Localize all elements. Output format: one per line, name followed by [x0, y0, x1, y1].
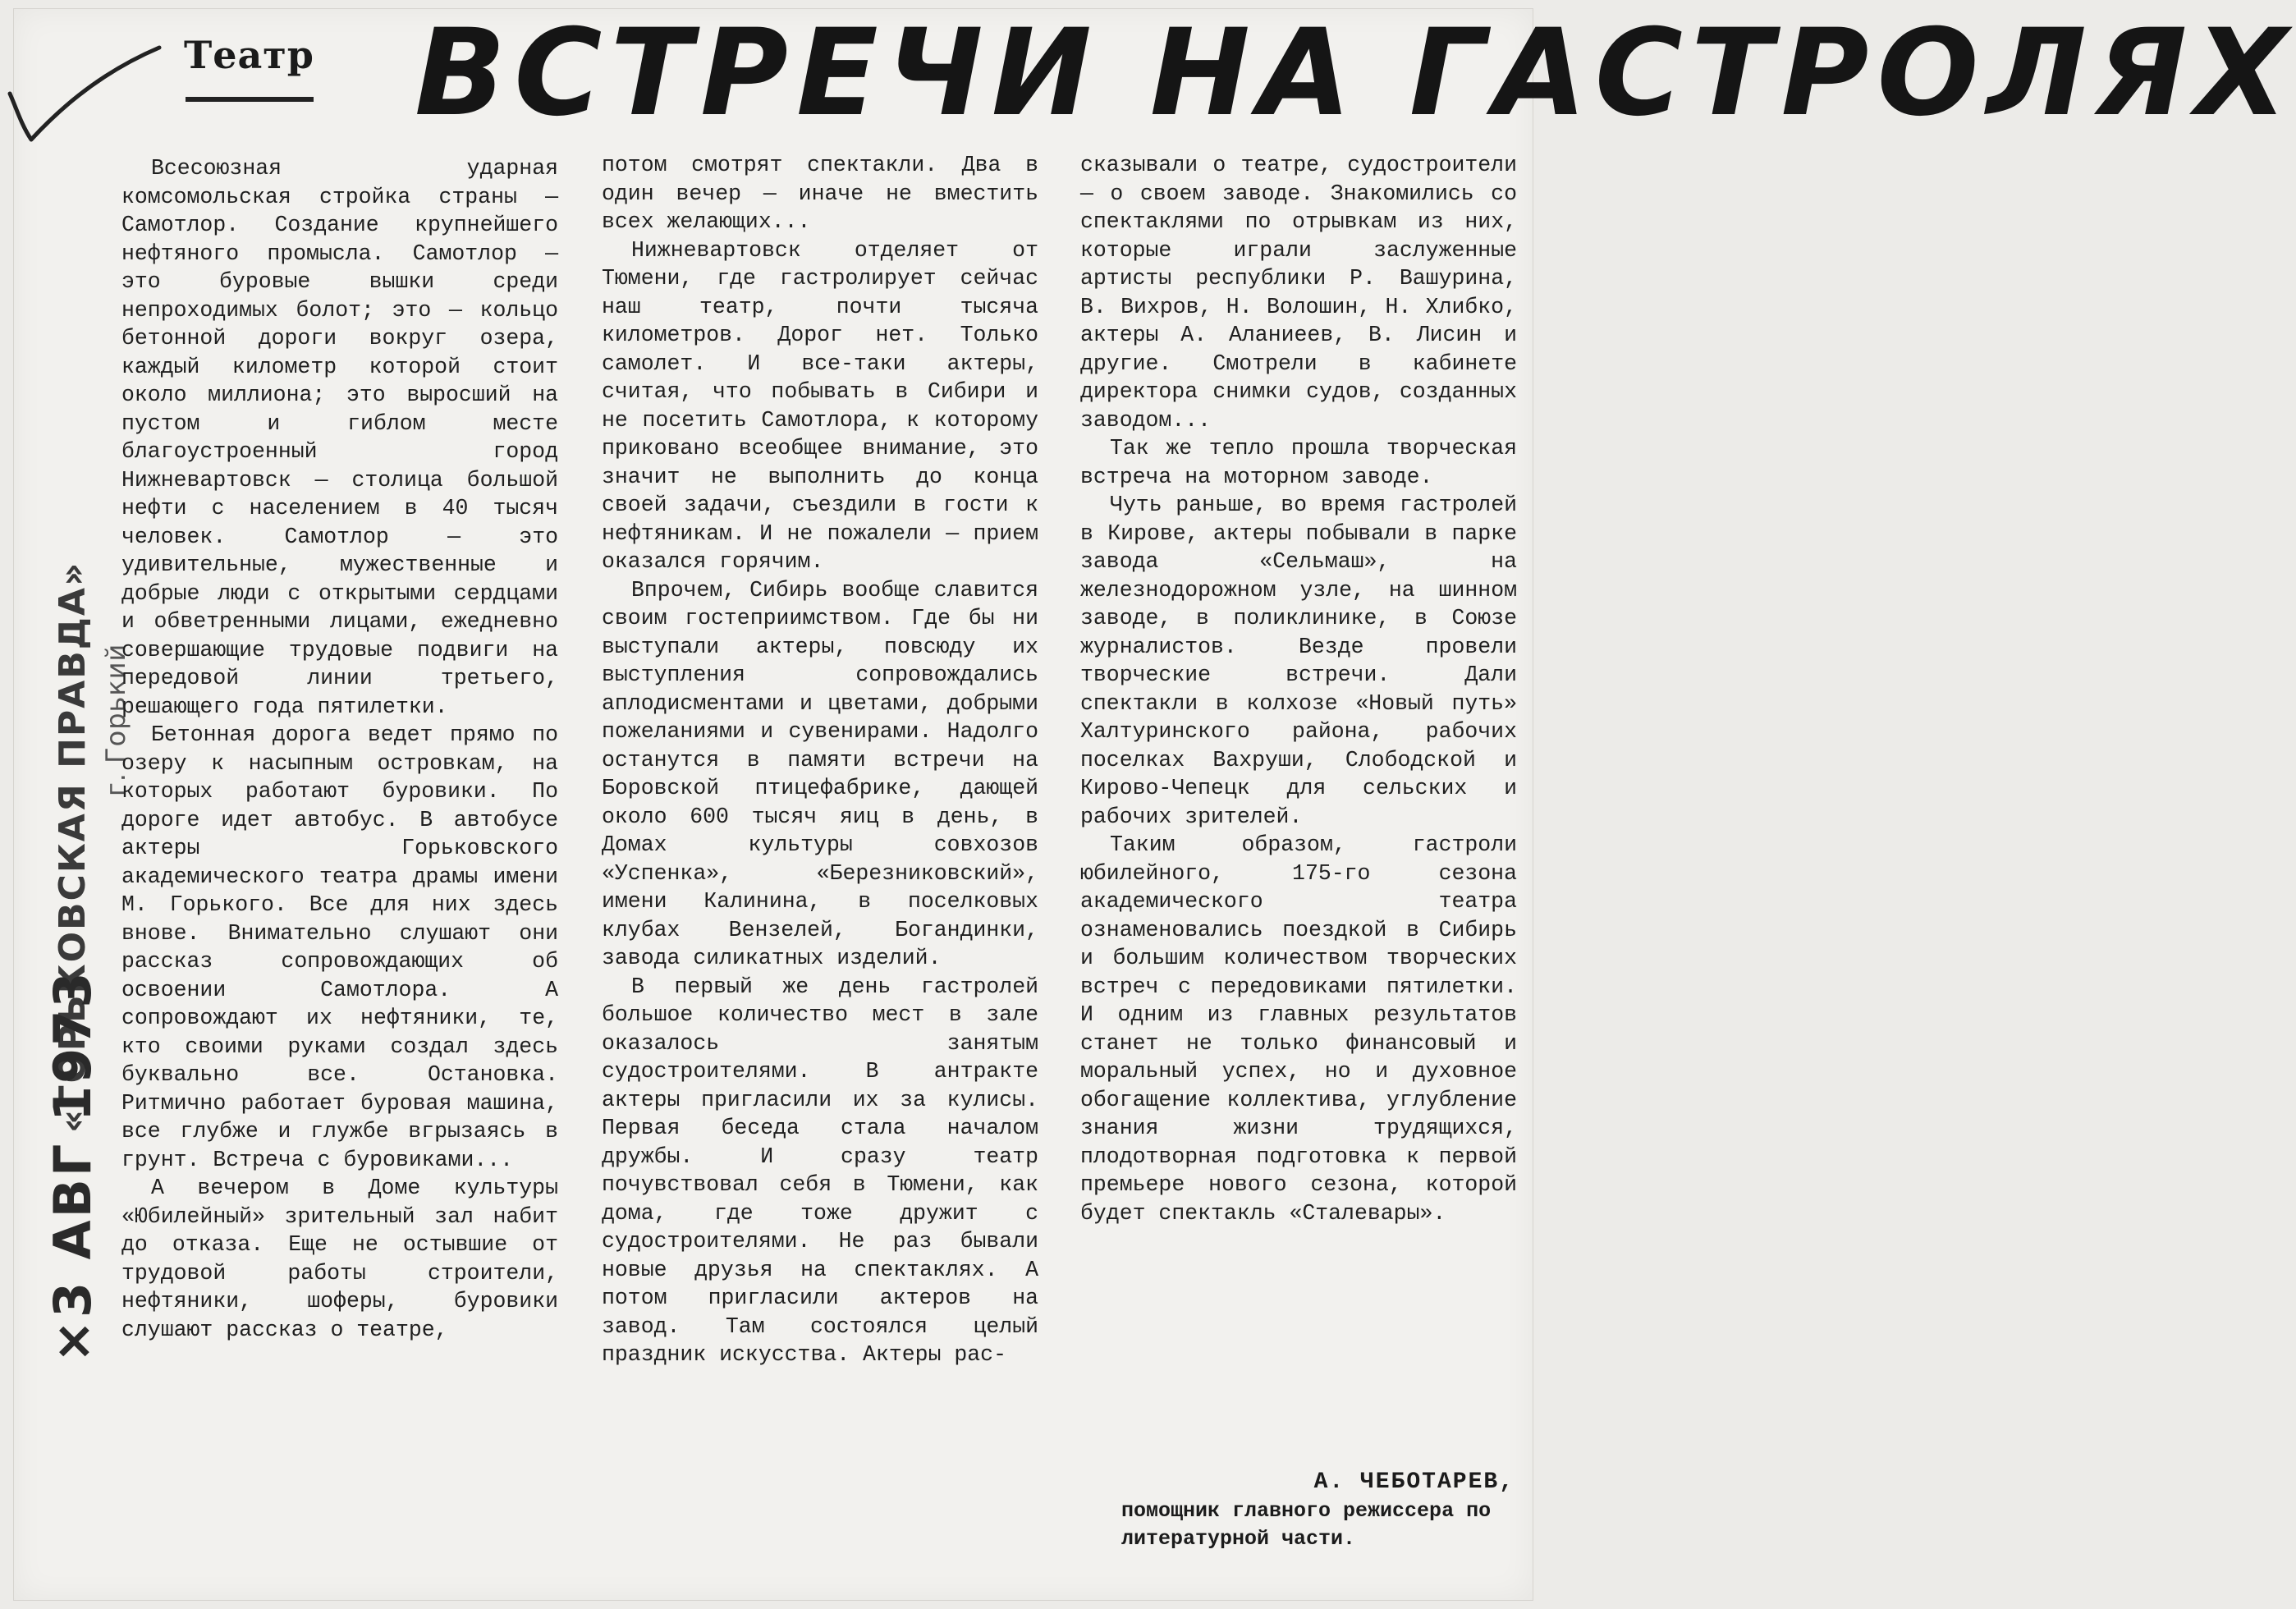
paragraph: Впрочем, Сибирь вообще славится своим гостеприимством. Где бы ни выступали актеры, повсюду их выступления сопровождались аплодисментами и цветами, добрыми пожеланиями и сувенирами. Надолго останутся в памяти встречи на Боровской птицефабрике, дающей около 600 тысяч яиц в день, в Домах культуры совхозов «Успенка», «Березниковский», имени Калинина, в поселковых клубах Вензелей, Богандинки, завода силикатных изделий. [602, 577, 1038, 970]
author-name: А. ЧЕБОТАРЕВ, [1313, 1469, 1515, 1495]
article-column-2 [602, 151, 1038, 1369]
article-column-3 [1080, 151, 1517, 1227]
article-column-1 [121, 154, 558, 1344]
paragraph: Нижневартовск отделяет от Тюмени, где гастролирует сейчас наш театр, почти тысяча километров. Дорог нет. Только самолет. И все-таки актеры, считая, что побывать в Сибири и не посетить Самотлора, к которому приковано всеобщее внимание, это значит не выполнить до конца своей задачи, съездили в гости к нефтяникам. И не пожалели — прием оказался горячим. [602, 237, 1038, 574]
checkmark-mark [3, 43, 167, 149]
author-role: помощник главного режиссера по литературной части. [1121, 1499, 1492, 1551]
stamp-date: ×3 АВГ 1973 [43, 970, 103, 1363]
paragraph: А вечером в Доме культуры «Юбилейный» зрительный зал набит до отказа. Еще не остывшие от трудовой работы строители, нефтяники, шоферы, буровики слушают рассказ о театре, [121, 1176, 558, 1342]
paragraph: сказывали о театре, судостроители — о своем заводе. Знакомились со спектаклями по отрывкам из них, которые играли заслуженные артисты республики Р. Вашурина, В. Вихров, Н. Волошин, Н. Хлибко, актеры А. Аланиеев, В. Лисин и другие. Смотрели в кабинете директора снимки судов, созданных заводом... [1080, 153, 1517, 433]
paragraph: Так же тепло прошла творческая встреча на моторном заводе. [1080, 436, 1517, 489]
paragraph: Чуть раньше, во время гастролей в Кирове, актеры побывали в парке завода «Сельмаш», на железнодорожном узле, на шинном заводе, в поликлинике, в Союзе журналистов. Везде провели творческие встречи. Дали спектакли в колхозе «Новый путь» Халтуринского района, рабочих поселках Вахруши, Слободской и Кирово-Чепецк для сельских и рабочих зрителей. [1080, 493, 1517, 829]
rubric-underline [186, 97, 314, 102]
stamp-source: «ГОРЬКОВСКАЯ ПРАВДА» [52, 561, 94, 1133]
article-headline: ВСТРЕЧИ НА ГАСТРОЛЯХ [415, 3, 2296, 143]
paragraph: потом смотрят спектакли. Два в один вечер — иначе не вместить всех желающих... [602, 153, 1038, 234]
paragraph: Бетонная дорога ведет прямо по озеру к насыпным островкам, на которых работают буровики. По дороге идет автобус. В автобусе актеры Горьковского академического театра драмы имени М. Горького. Все для них здесь внове. Внимательно слушают они рассказ сопровождающих об освоении Самотлора. А сопровождают их нефтяники, те, кто своими руками создал здесь буквально все. Остановка. Ритмично работает буровая машина, все глубже и глужбе вгрызаясь в грунт. Встреча с буровиками... [121, 722, 558, 1172]
stamp-city: г. Горький [100, 643, 131, 796]
clipping-stamp [39, 427, 103, 1363]
paragraph: Всесоюзная ударная комсомольская стройка страны — Самотлор. Создание крупнейшего нефтяного промысла. Самотлор — это буровые вышки среди непроходимых болот; это — кольцо бетонной дороги вокруг озера, каждый километр которой стоит около миллиона; это выросший на пустом и гиблом месте благоустроенный город Нижневартовск — столица большой нефти с населением в 40 тысяч человек. Самотлор — это удивительные, мужественные и добрые люди с открытыми сердцами и обветренными лицами, ежедневно совершающие трудовые подвиги на передовой линии третьего, решающего года пятилетки. [121, 156, 558, 719]
author-signature [1116, 1468, 1515, 1553]
rubric-label: Театр [184, 33, 314, 77]
paragraph: В первый же день гастролей большое количество мест в зале оказалось занятым судостроителями. В антракте актеры пригласили их за кулисы. Первая беседа стала началом дружбы. И сразу театр почувствовал себя в Тюмени, как дома, где тоже дружит с судостроителями. Не раз бывали новые друзья на спектаклях. А потом пригласили актеров на завод. Там состоялся целый праздник искусства. Актеры рас- [602, 974, 1038, 1367]
paragraph: Таким образом, гастроли юбилейного, 175-го сезона академического театра ознаменовались поездкой в Сибирь и большим количеством творческих встреч с передовиками пятилетки. И одним из главных результатов станет не только финансовый и моральный успех, но и духовное обогащение коллектива, углубление знания жизни трудящихся, плодотворная подготовка к первой премьере нового сезона, которой будет спектакль «Сталевары». [1080, 832, 1517, 1226]
